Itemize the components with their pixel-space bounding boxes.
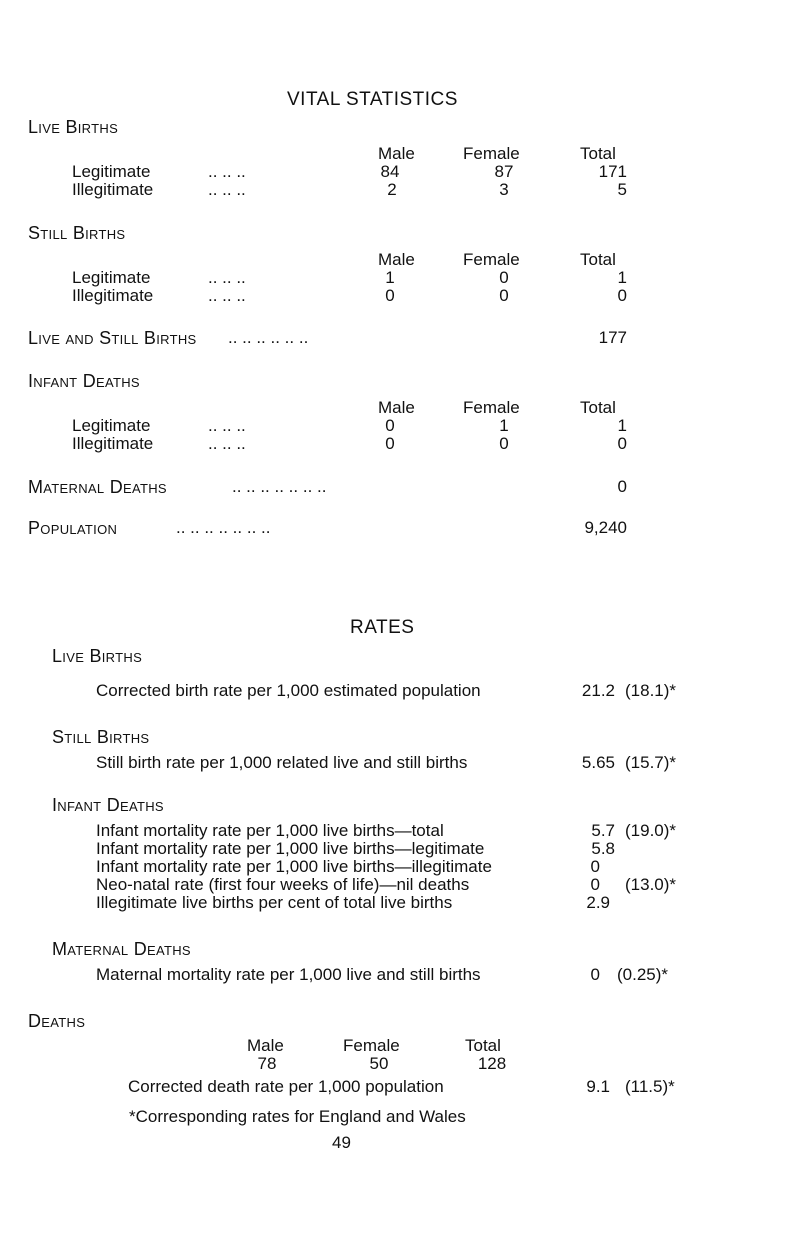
col-header-female: Female <box>463 144 520 163</box>
england-rate: (18.1)* <box>625 681 677 700</box>
col-header-total: Total <box>465 1036 501 1055</box>
deaths-male: 78 <box>257 1054 277 1073</box>
leader-dots: .. .. .. <box>208 286 246 305</box>
rate-value: 5.8 <box>591 839 615 858</box>
maternal-deaths-label: Maternal Deaths <box>28 477 167 497</box>
leader-dots: .. .. .. <box>208 180 246 199</box>
col-header-female: Female <box>343 1036 400 1055</box>
england-rate: (0.25)* <box>617 965 669 984</box>
leader-dots: .. .. .. <box>208 434 246 453</box>
row-label: Illegitimate <box>72 180 154 199</box>
cell-female: 87 <box>494 162 514 181</box>
leader-dots: .. .. .. .. .. .. <box>228 328 309 347</box>
cell-total: 0 <box>617 434 627 453</box>
cell-male: 0 <box>385 286 395 305</box>
page-number: 49 <box>332 1133 351 1152</box>
rate-line: Infant mortality rate per 1,000 live births—illegitimate <box>96 857 492 876</box>
rate-value: 21.2 <box>581 681 615 700</box>
col-header-female: Female <box>463 398 520 417</box>
maternal-deaths-value: 0 <box>617 477 627 496</box>
england-rate: (19.0)* <box>625 821 677 840</box>
rate-value: 5.7 <box>591 821 615 840</box>
england-rate: (15.7)* <box>625 753 677 772</box>
live-and-still-births-value: 177 <box>598 328 627 347</box>
rates-title: RATES <box>350 617 415 638</box>
rate-value: 0 <box>590 875 600 894</box>
rate-line: Infant mortality rate per 1,000 live births—total <box>96 821 444 840</box>
cell-female: 3 <box>499 180 509 199</box>
cell-female: 0 <box>499 268 509 287</box>
leader-dots: .. .. .. <box>208 162 246 181</box>
live-and-still-births-label: Live and Still Births <box>28 328 197 348</box>
rate-value: 0 <box>590 965 600 984</box>
cell-male: 0 <box>385 416 395 435</box>
col-header-male: Male <box>247 1036 284 1055</box>
cell-male: 2 <box>387 180 397 199</box>
rates-heading-infant-deaths: Infant Deaths <box>52 795 164 815</box>
col-header-male: Male <box>378 144 415 163</box>
leader-dots: .. .. .. <box>208 268 246 287</box>
deaths-total: 128 <box>477 1054 507 1073</box>
col-header-male: Male <box>378 250 415 269</box>
leader-dots: .. .. .. .. .. .. .. <box>176 518 271 537</box>
leader-dots: .. .. .. <box>208 416 246 435</box>
cell-male: 1 <box>385 268 395 287</box>
cell-total: 5 <box>617 180 627 199</box>
rate-value: 2.9 <box>586 893 610 912</box>
col-header-total: Total <box>580 398 616 417</box>
population-value: 9,240 <box>584 518 627 537</box>
rate-line: Infant mortality rate per 1,000 live births—legitimate <box>96 839 485 858</box>
rate-line: Corrected death rate per 1,000 population <box>128 1077 444 1096</box>
leader-dots: .. .. .. .. .. .. .. <box>232 477 327 496</box>
cell-total: 1 <box>617 268 627 287</box>
deaths-female: 50 <box>369 1054 389 1073</box>
rate-value: 5.65 <box>581 753 615 772</box>
cell-female: 0 <box>499 434 509 453</box>
col-header-male: Male <box>378 398 415 417</box>
col-header-female: Female <box>463 250 520 269</box>
row-label: Illegitimate <box>72 286 154 305</box>
rates-heading-still-births: Still Births <box>52 727 150 747</box>
footnote: *Corresponding rates for England and Wales <box>129 1107 466 1126</box>
row-label: Legitimate <box>72 162 151 181</box>
cell-male: 0 <box>385 434 395 453</box>
rate-value: 0 <box>590 857 600 876</box>
rates-heading-deaths: Deaths <box>28 1011 86 1031</box>
rate-line: Still birth rate per 1,000 related live and still births <box>96 753 468 772</box>
cell-male: 84 <box>380 162 400 181</box>
cell-female: 1 <box>499 416 509 435</box>
rates-heading-maternal-deaths: Maternal Deaths <box>52 939 191 959</box>
population-label: Population <box>28 518 118 538</box>
row-label: Legitimate <box>72 268 151 287</box>
row-label: Legitimate <box>72 416 151 435</box>
col-header-total: Total <box>580 144 616 163</box>
cell-total: 171 <box>598 162 627 181</box>
rate-value: 9.1 <box>586 1077 610 1096</box>
england-rate: (11.5)* <box>625 1077 675 1096</box>
rate-line: Maternal mortality rate per 1,000 live and still births <box>96 965 481 984</box>
col-header-total: Total <box>580 250 616 269</box>
section-heading-live-births: Live Births <box>28 117 119 137</box>
cell-total: 1 <box>617 416 627 435</box>
page-title: VITAL STATISTICS <box>287 89 458 110</box>
rate-line: Illegitimate live births per cent of total live births <box>96 893 453 912</box>
england-rate: (13.0)* <box>625 875 677 894</box>
rates-heading-live-births: Live Births <box>52 646 143 666</box>
rate-line: Corrected birth rate per 1,000 estimated population <box>96 681 481 700</box>
rate-line: Neo-natal rate (first four weeks of life)—nil deaths <box>96 875 470 894</box>
cell-total: 0 <box>617 286 627 305</box>
section-heading-still-births: Still Births <box>28 223 126 243</box>
section-heading-infant-deaths: Infant Deaths <box>28 371 140 391</box>
cell-female: 0 <box>499 286 509 305</box>
row-label: Illegitimate <box>72 434 154 453</box>
